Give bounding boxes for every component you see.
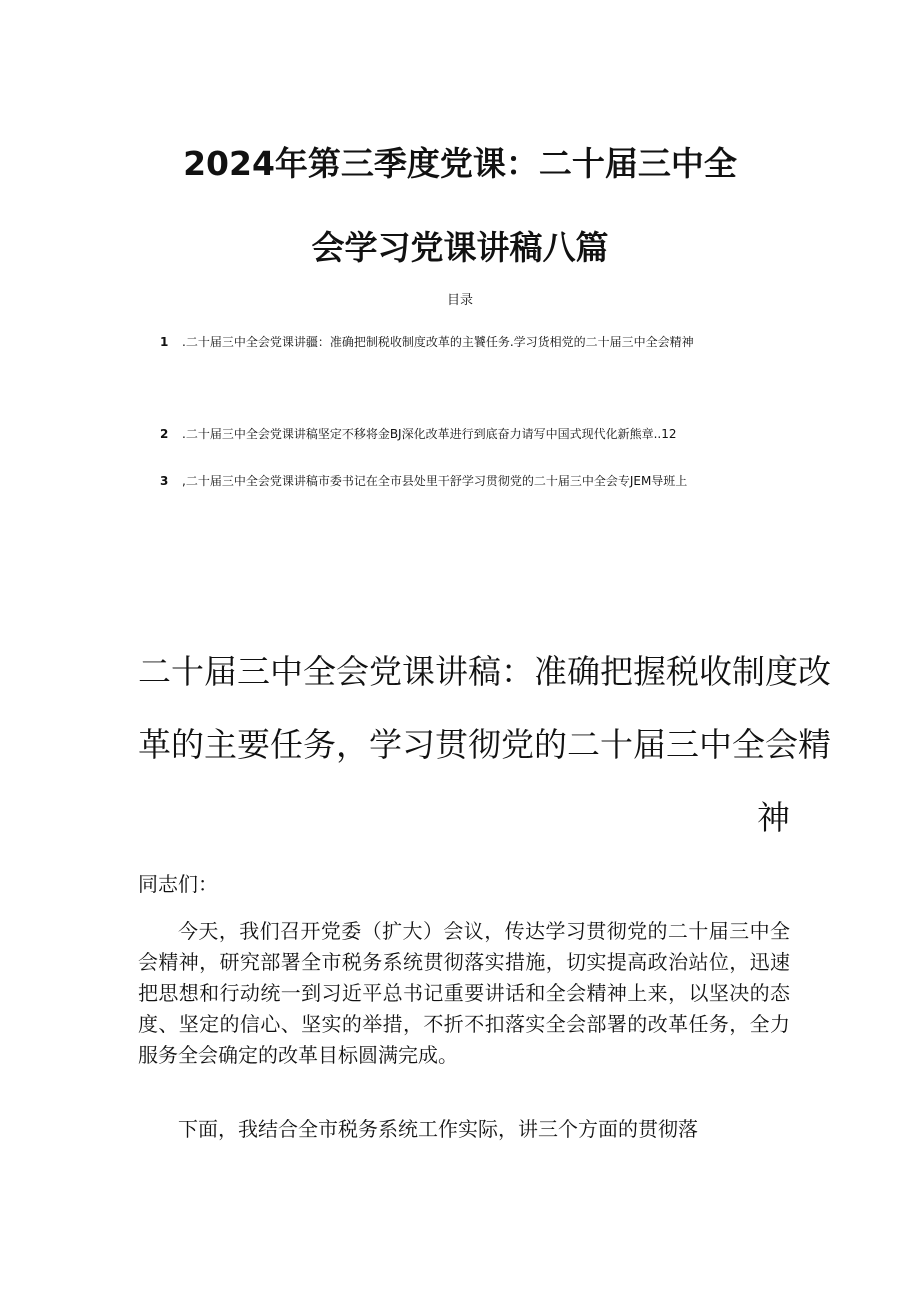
document-title-line-1: 2024年第三季度党课：二十届三中全 [183,144,737,183]
section-title-line-2: 革的主要任务，学习贯彻党的二十届三中全会精 [138,725,831,764]
toc-item[interactable] [160,472,780,489]
document-title-line-2: 会学习党课讲稿八篇 [311,228,609,267]
toc-item[interactable] [160,425,780,442]
toc-item-number: 1 [160,335,169,349]
toc-item-text: .二十届三中全会党课讲稿坚定不移将金BJ深化改革进行到底奋力请写中国式现代化新熊章..12 [182,427,677,441]
body-paragraph: 今天，我们召开党委（扩大）会议，传达学习贯彻党的二十届三中全会精神，研究部署全市税务系统贯彻落实措施，切实提高政治站位，迅速把思想和行动统一到习近平总书记重要讲话和全会精神上来，以坚决的态度、坚定的信心、坚实的举措，不折不扣落实全会部署的改革任务，全力服务全会确定的改革目标圆满完成。 [138,919,790,1067]
toc-heading: 目录 [446,293,473,308]
toc-item-number: 3 [160,474,169,488]
toc-item-text: ,二十届三中全会党课讲稿市委书记在全市县处里干舒学习贯彻党的二十届三中全会专JEM导班上 [182,474,688,488]
toc-item-number: 2 [160,427,169,441]
section-title-line-1: 二十届三中全会党课讲稿：准确把握税收制度改 [138,652,831,691]
toc-item[interactable] [160,333,780,350]
toc-item-text: .二十届三中全会党课讲疆：准确把制税收制度改革的主饕任务.学习货相党的二十届三中全会精神 [182,335,694,349]
salutation: 同志们： [138,872,218,896]
body-paragraph: 下面，我结合全市税务系统工作实际，讲三个方面的贯彻落 [178,1117,698,1141]
section-title-line-3: 神 [757,798,790,837]
